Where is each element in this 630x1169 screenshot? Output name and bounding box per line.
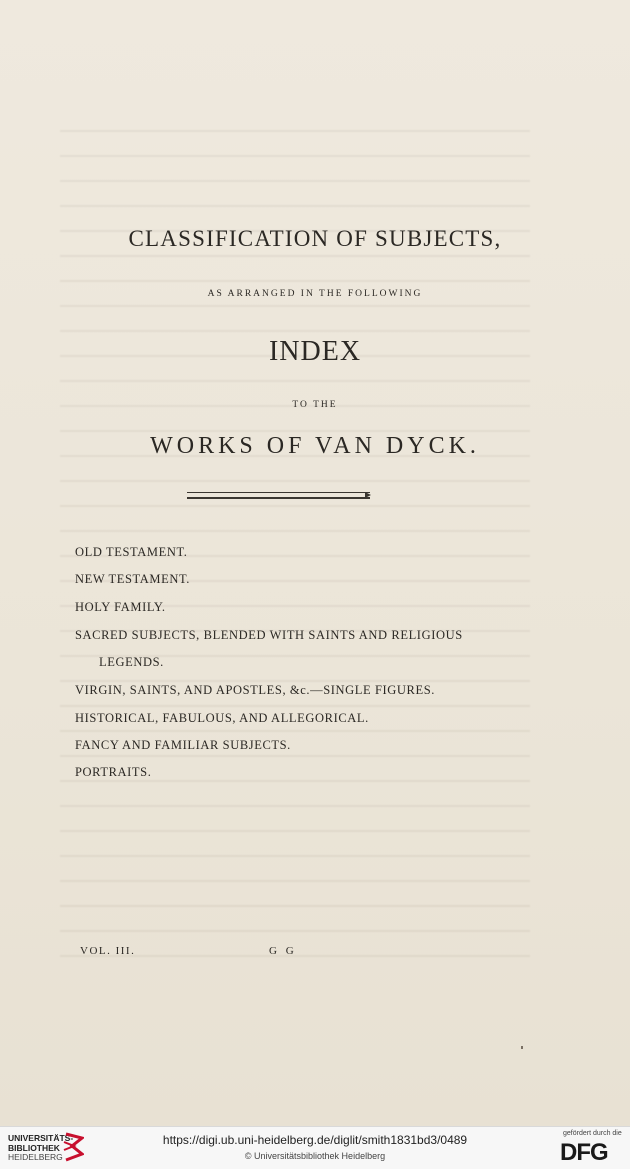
page-title: CLASSIFICATION OF SUBJECTS,	[128, 226, 502, 251]
permalink-url[interactable]: https://digi.ub.uni-heidelberg.de/diglit/smith1831bd3/0489	[162, 1133, 468, 1147]
works-heading: WORKS OF VAN DYCK.	[150, 433, 480, 459]
library-name-line2: BIBLIOTHEK	[8, 1142, 60, 1153]
list-item: HISTORICAL, FABULOUS, AND ALLEGORICAL.	[75, 711, 369, 725]
list-item: VIRGIN, SAINTS, AND APOSTLES, &c.—SINGLE FIGURES.	[75, 683, 435, 697]
index-heading: INDEX	[268, 336, 362, 367]
list-item: SACRED SUBJECTS, BLENDED WITH SAINTS AND RELIGIOUS	[75, 628, 463, 642]
list-item: LEGENDS.	[99, 655, 164, 669]
list-item: NEW TESTAMENT.	[75, 572, 191, 586]
list-item: PORTRAITS.	[75, 765, 152, 779]
list-item: HOLY FAMILY.	[75, 600, 166, 614]
paper-speck	[521, 1046, 523, 1049]
viewer-footer-bar	[0, 1126, 630, 1169]
copyright-notice: © Universitätsbibliothek Heidelberg	[244, 1151, 386, 1161]
subtitle-to-the: TO THE	[292, 400, 338, 410]
signature-mark: G G	[269, 945, 297, 957]
rule-end-ornament	[365, 492, 371, 498]
subtitle-arranged: AS ARRANGED IN THE FOLLOWING	[207, 289, 423, 299]
list-item: OLD TESTAMENT.	[75, 545, 188, 559]
volume-label: VOL. III.	[80, 945, 136, 957]
dfg-logo[interactable]: DFG	[560, 1139, 608, 1166]
library-name-line3: HEIDELBERG	[8, 1152, 63, 1162]
list-item: FANCY AND FAMILIAR SUBJECTS.	[75, 738, 291, 752]
library-name-line1: UNIVERSITÄTS-	[8, 1133, 74, 1143]
funding-label: gefördert durch die	[563, 1130, 622, 1137]
decorative-rule	[187, 492, 370, 499]
